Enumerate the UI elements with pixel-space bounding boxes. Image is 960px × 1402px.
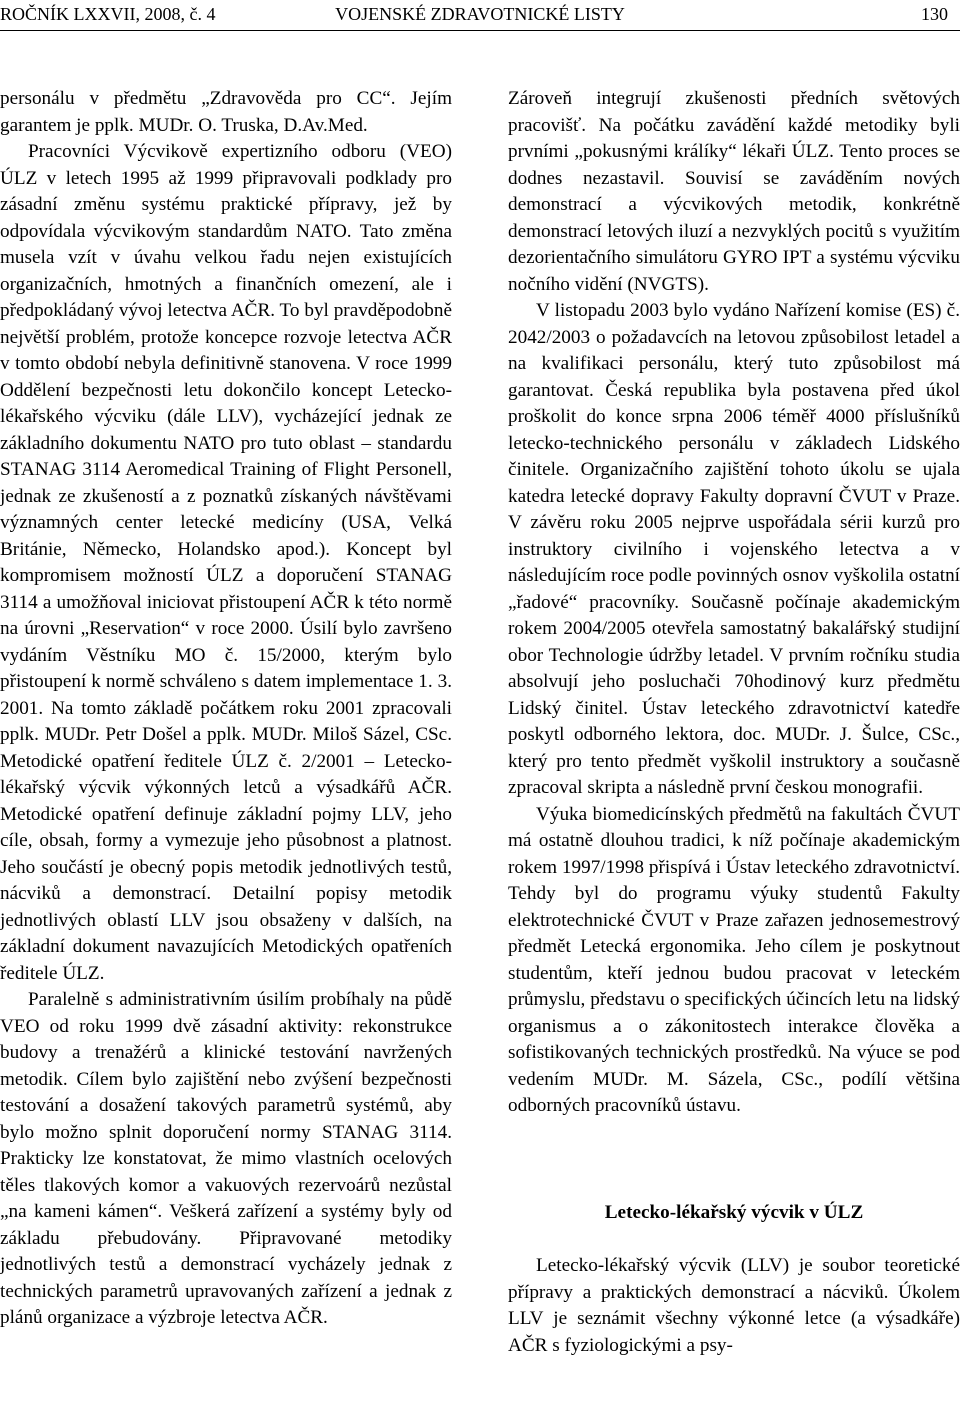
right-paragraph-1: Zároveň integrují zkušenosti předních světových pracovišť. Na počátku zavádění každé metodiky byli prvními „pokusnými králíky“ lékaři ÚLZ. Tento proces se dodnes nezastavil. Souvisí se zaváděním nových demonstrací a výcvikových metodik, konkrétně demonstrací letových iluzí a nezvyklých pocitů s využitím dezorientačního simulátoru GYRO IPT a systému výcviku nočního vidění (NVGTS).: [508, 88, 960, 295]
left-paragraph-1: personálu v předmětu „Zdravověda pro CC“. Jejím garantem je pplk. MUDr. O. Truska, D.Av.Med.: [0, 88, 452, 136]
journal-title: VOJENSKÉ ZDRAVOTNICKÉ LISTY: [335, 4, 625, 24]
left-column: [0, 86, 452, 1332]
right-paragraph-2: V listopadu 2003 bylo vydáno Nařízení komise (ES) č. 2042/2003 o požadavcích na letovou způsobilost letadel a na kvalifikaci personálu, který tuto způsobilost má garantovat. Česká republika byla postavena před úkol proškolit do konce srpna 2006 téměř 4000 příslušníků letecko-technického personálu v základech Lidského činitele. Organizačního zajištění tohoto úkolu se ujala katedra letecké dopravy Fakulty dopravní ČVUT v Praze. V závěru roku 2005 nejprve uspořádala sérii kurzů pro instruktory civilního i vojenského letectva a v následujícím roce podle povinných osnov vyškolila ostatní „řadové“ pracovníky. Současně počínaje akademickým rokem 2004/2005 otevřela samostatný bakalářský studijní obor Technologie údržby letadel. V prvním ročníku studia absolvují jeho posluchači 70hodinový kurz předmětu Lidský činitel. Ústav leteckého zdravotnictví katedře poskytl odborného lektora, doc. MUDr. J. Šulce, CSc., který pro tento předmět vyškolil instruktory a současně zpracoval skripta a následně první českou monografii.: [508, 300, 960, 798]
journal-volume: ROČNÍK LXXVII, 2008, č. 4: [0, 4, 216, 24]
right-paragraph-3: Výuka biomedicínských předmětů na fakultách ČVUT má ostatně dlouhou tradici, k níž počínaje akademickým rokem 1997/1998 přispívá i Ústav leteckého zdravotnictví. Tehdy byl do programu výuky studentů Fakulty elektrotechnické ČVUT v Praze zařazen jednosemestrový předmět Letecká ergonomika. Jeho cílem je poskytnout studentům, kteří jednou budou pracovat v leteckém průmyslu, představu o specifických účincích letu na lidský organismus a o zákonitostech interakce člověka a sofistikovaných technických prostředků. Na výuce se pod vedením MUDr. M. Sázela, CSc., podílí většina odborných pracovníků ústavu.: [508, 803, 960, 1116]
page-number: 130: [921, 4, 948, 24]
right-column: [508, 86, 960, 1359]
running-header: [0, 0, 960, 31]
right-paragraph-4: Letecko-lékařský výcvik (LLV) je soubor teoretické přípravy a praktických demonstrací a nácviků. Úkolem LLV je seznámit všechny výkonné letce (a výsadkáře) AČR s fyziologickými a psy-: [508, 1255, 960, 1356]
section-heading: Letecko-lékařský výcvik v ÚLZ: [604, 1201, 864, 1223]
left-paragraph-3: Paralelně s administrativním úsilím probíhaly na půdě VEO od roku 1999 dvě zásadní aktivity: rekonstrukce budovy a trenažérů a klinické testování navržených metodik. Cílem bylo zajištění nebo zvýšení bezpečnosti testování a dosažení takových parametrů systémů, aby bylo možno splnit doporučení normy STANAG 3114. Prakticky lze konstatovat, že mimo vlastních ocelových těles tlakových komor a vakuových rezervoárů nezůstal „na kameni kámen“. Veškerá zařízení a systémy byly od základu přebudovány. Připravované metodiky jednotlivých testů a demonstrací vycházely jednak z technických parametrů upravovaných zařízení a jednak z plánů organizace a výzbroje letectva AČR.: [0, 989, 452, 1328]
left-paragraph-2: Pracovníci Výcvikově expertizního odboru (VEO) ÚLZ v letech 1995 až 1999 připravovali podklady pro zásadní změnu systému praktické přípravy, jež by odpovídala výcvikovým standardům NATO. Tato změna musela vzít v úvahu velkou řadu nejen existujících organizačních, hmotných a finančních omezení, ale i předpokládaný vývoj letectva AČR. To byl pravděpodobně největší problém, protože koncepce rozvoje letectva AČR v tomto období nebyla definitivně stanovena. V roce 1999 Oddělení bezpečnosti letu dokončilo koncept Letecko-lékařského výcviku (dále LLV), vycházející jednak ze základního dokumentu NATO pro tuto oblast – standardu STANAG 3114 Aeromedical Training of Flight Personell, jednak ze zkušeností a z poznatků získaných návštěvami významných center letecké medicíny (USA, Velká Británie, Německo, Holandsko apod.). Koncept byl kompromisem možností ÚLZ a doporučení STANAG 3114 a umožňoval iniciovat přistoupení AČR k této normě na úrovni „Reservation“ v roce 2000. Úsilí bylo završeno vydáním Věstníku MO č. 15/2000, kterým bylo přistoupení k normě schváleno s datem implementace 1. 3. 2001. Na tomto základě počátkem roku 2001 zpracovali pplk. MUDr. Petr Došel a pplk. MUDr. Miloš Sázel, CSc. Metodické opatření ředitele ÚLZ č. 2/2001 – Letecko-lékařský výcvik výkonných letců a výsadkářů AČR. Metodické opatření definuje základní pojmy LLV, jeho cíle, obsah, formy a vymezuje jeho působnost a platnost. Jeho součástí je obecný popis metodik jednotlivých testů, nácviků a demonstrací. Detailní popisy metodik jednotlivých oblastí LLV jsou obsaženy v dalších, na základní dokument navazujících Metodických opatřeních ředitele ÚLZ.: [0, 141, 452, 984]
